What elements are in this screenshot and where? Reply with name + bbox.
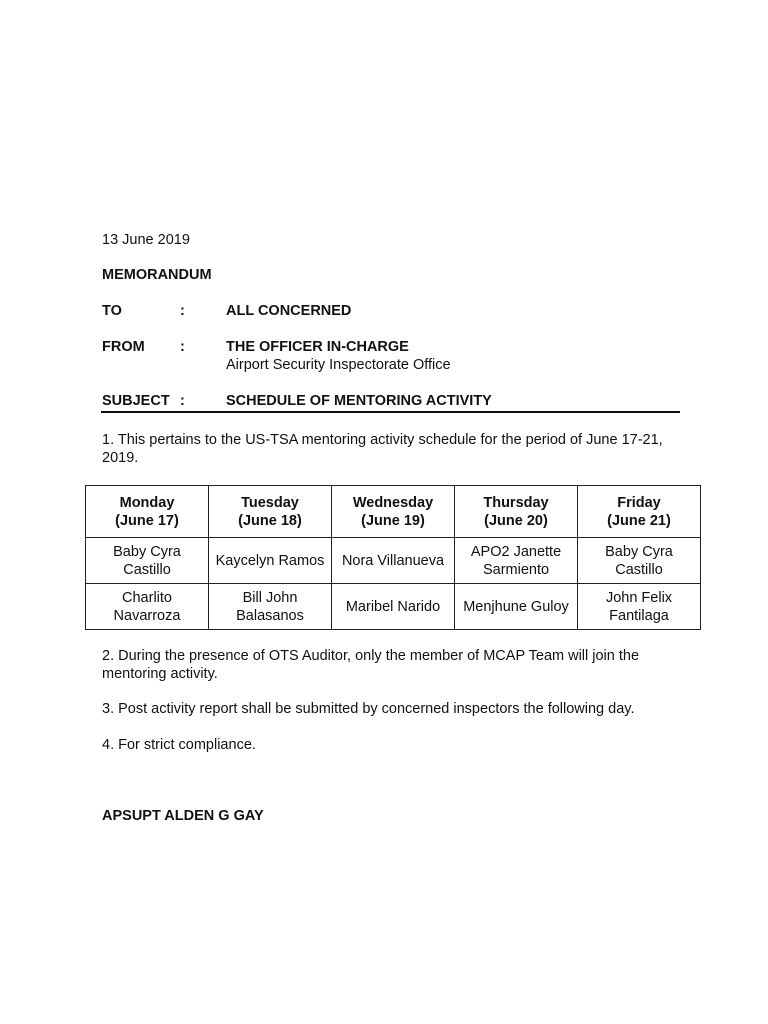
table-cell: Charlito Navarroza — [86, 584, 209, 630]
column-header-tuesday: Tuesday (June 18) — [209, 486, 332, 538]
table-cell: Baby Cyra Castillo — [578, 538, 701, 584]
subject-label: SUBJECT — [102, 393, 170, 409]
table-cell: Menjhune Guloy — [455, 584, 578, 630]
from-label: FROM — [102, 339, 145, 355]
table-cell: John Felix Fantilaga — [578, 584, 701, 630]
table-cell: Bill John Balasanos — [209, 584, 332, 630]
subject-value: SCHEDULE OF MENTORING ACTIVITY — [226, 393, 492, 409]
from-colon: : — [180, 339, 185, 355]
table-row — [86, 584, 701, 630]
column-header-wednesday: Wednesday (June 19) — [332, 486, 455, 538]
column-header-friday: Friday (June 21) — [578, 486, 701, 538]
subject-colon: : — [180, 393, 185, 409]
to-value: ALL CONCERNED — [226, 303, 352, 319]
signatory-name: APSUPT ALDEN G GAY — [102, 808, 264, 824]
table-cell: Baby Cyra Castillo — [86, 538, 209, 584]
subject-divider — [101, 411, 680, 413]
memo-date: 13 June 2019 — [102, 232, 190, 248]
memo-title: MEMORANDUM — [102, 267, 212, 283]
to-label: TO — [102, 303, 122, 319]
paragraph-2: 2. During the presence of OTS Auditor, only the member of MCAP Team will join the mentoring activity. — [102, 648, 640, 682]
column-header-monday: Monday (June 17) — [86, 486, 209, 538]
table-header-row — [86, 486, 701, 538]
table-cell: Maribel Narido — [332, 584, 455, 630]
table-cell: APO2 Janette Sarmiento — [455, 538, 578, 584]
paragraph-3: 3. Post activity report shall be submitted by concerned inspectors the following day. — [102, 701, 635, 717]
paragraph-4: 4. For strict compliance. — [102, 737, 256, 753]
from-office: Airport Security Inspectorate Office — [226, 357, 451, 373]
mentoring-schedule-table — [85, 485, 701, 630]
to-colon: : — [180, 303, 185, 319]
paragraph-1: 1. This pertains to the US-TSA mentoring activity schedule for the period of June 17-21, 2019. — [102, 432, 663, 466]
from-value: THE OFFICER IN-CHARGE — [226, 339, 409, 355]
table-row — [86, 538, 701, 584]
table-cell: Nora Villanueva — [332, 538, 455, 584]
column-header-thursday: Thursday (June 20) — [455, 486, 578, 538]
table-cell: Kaycelyn Ramos — [209, 538, 332, 584]
